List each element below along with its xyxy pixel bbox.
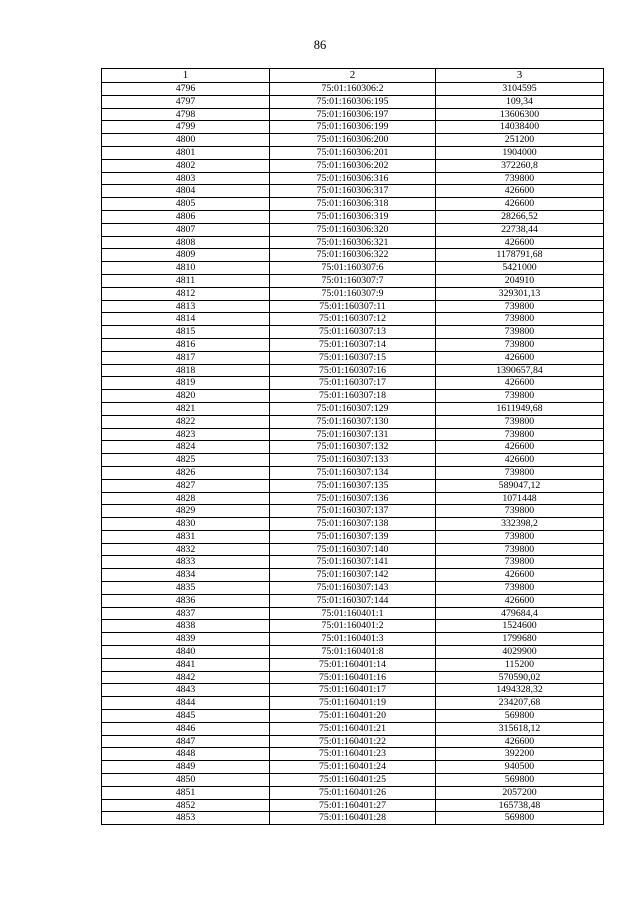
table-row [102, 671, 604, 684]
table-row [102, 236, 604, 249]
row-number-cell: 4852 [102, 799, 270, 812]
cadastral-number-cell: 75:01:160401:28 [270, 812, 436, 825]
row-number-cell: 4830 [102, 518, 270, 531]
value-cell: 426600 [436, 198, 604, 211]
cadastral-number-cell: 75:01:160307:13 [270, 326, 436, 339]
row-number-cell: 4829 [102, 505, 270, 518]
row-number-cell: 4821 [102, 402, 270, 415]
table-row [102, 479, 604, 492]
table-row [102, 441, 604, 454]
value-cell: 115200 [436, 658, 604, 671]
value-cell: 570590,02 [436, 671, 604, 684]
row-number-cell: 4844 [102, 697, 270, 710]
value-cell: 739800 [436, 582, 604, 595]
cadastral-number-cell: 75:01:160401:3 [270, 633, 436, 646]
value-cell: 426600 [436, 594, 604, 607]
value-cell: 569800 [436, 710, 604, 723]
cadastral-number-cell: 75:01:160401:8 [270, 646, 436, 659]
table-row [102, 377, 604, 390]
row-number-cell: 4802 [102, 159, 270, 172]
table-row [102, 390, 604, 403]
cadastral-number-cell: 75:01:160307:130 [270, 415, 436, 428]
cadastral-number-cell: 75:01:160306:317 [270, 185, 436, 198]
value-cell: 14038400 [436, 121, 604, 134]
row-number-cell: 4853 [102, 812, 270, 825]
table-row [102, 83, 604, 96]
row-number-cell: 4824 [102, 441, 270, 454]
value-cell: 940500 [436, 761, 604, 774]
row-number-cell: 4836 [102, 594, 270, 607]
row-number-cell: 4839 [102, 633, 270, 646]
value-cell: 426600 [436, 454, 604, 467]
cadastral-number-cell: 75:01:160307:17 [270, 377, 436, 390]
cadastral-number-cell: 75:01:160307:139 [270, 530, 436, 543]
row-number-cell: 4814 [102, 313, 270, 326]
row-number-cell: 4815 [102, 326, 270, 339]
value-cell: 372260,8 [436, 159, 604, 172]
value-cell: 332398,2 [436, 518, 604, 531]
cadastral-number-cell: 75:01:160306:200 [270, 134, 436, 147]
table-row [102, 454, 604, 467]
row-number-cell: 4848 [102, 748, 270, 761]
table-row [102, 710, 604, 723]
row-number-cell: 4840 [102, 646, 270, 659]
row-number-cell: 4846 [102, 722, 270, 735]
cadastral-number-cell: 75:01:160401:27 [270, 799, 436, 812]
table-row [102, 569, 604, 582]
cadastral-number-cell: 75:01:160306:321 [270, 236, 436, 249]
value-cell: 589047,12 [436, 479, 604, 492]
cadastral-number-cell: 75:01:160307:137 [270, 505, 436, 518]
header-row [102, 69, 604, 83]
row-number-cell: 4845 [102, 710, 270, 723]
value-cell: 739800 [436, 466, 604, 479]
row-number-cell: 4843 [102, 684, 270, 697]
row-number-cell: 4832 [102, 543, 270, 556]
row-number-cell: 4805 [102, 198, 270, 211]
table-row [102, 249, 604, 262]
value-cell: 1611949,68 [436, 402, 604, 415]
value-cell: 426600 [436, 441, 604, 454]
row-number-cell: 4806 [102, 210, 270, 223]
value-cell: 2057200 [436, 786, 604, 799]
column-header-1: 1 [102, 69, 270, 83]
row-number-cell: 4833 [102, 556, 270, 569]
row-number-cell: 4826 [102, 466, 270, 479]
cadastral-number-cell: 75:01:160307:142 [270, 569, 436, 582]
value-cell: 426600 [436, 569, 604, 582]
cadastral-number-cell: 75:01:160306:202 [270, 159, 436, 172]
cadastral-number-cell: 75:01:160307:138 [270, 518, 436, 531]
row-number-cell: 4801 [102, 146, 270, 159]
value-cell: 739800 [436, 300, 604, 313]
row-number-cell: 4798 [102, 108, 270, 121]
page-number: 86 [313, 38, 327, 52]
value-cell: 204910 [436, 274, 604, 287]
cadastral-number-cell: 75:01:160307:135 [270, 479, 436, 492]
cadastral-number-cell: 75:01:160307:11 [270, 300, 436, 313]
row-number-cell: 4820 [102, 390, 270, 403]
row-number-cell: 4803 [102, 172, 270, 185]
cadastral-number-cell: 75:01:160307:14 [270, 338, 436, 351]
cadastral-number-cell: 75:01:160306:318 [270, 198, 436, 211]
value-cell: 392200 [436, 748, 604, 761]
value-cell: 28266,52 [436, 210, 604, 223]
table-row [102, 658, 604, 671]
value-cell: 739800 [436, 415, 604, 428]
table-row [102, 338, 604, 351]
table-row [102, 262, 604, 275]
table-row [102, 620, 604, 633]
table-row [102, 543, 604, 556]
cadastral-number-cell: 75:01:160307:16 [270, 364, 436, 377]
table-row [102, 108, 604, 121]
row-number-cell: 4847 [102, 735, 270, 748]
cadastral-number-cell: 75:01:160401:16 [270, 671, 436, 684]
cadastral-number-cell: 75:01:160306:316 [270, 172, 436, 185]
value-cell: 315618,12 [436, 722, 604, 735]
table-row [102, 530, 604, 543]
cadastral-number-cell: 75:01:160401:22 [270, 735, 436, 748]
row-number-cell: 4804 [102, 185, 270, 198]
cadastral-number-cell: 75:01:160307:132 [270, 441, 436, 454]
table-row [102, 185, 604, 198]
table-body [102, 83, 604, 825]
cadastral-number-cell: 75:01:160401:26 [270, 786, 436, 799]
row-number-cell: 4816 [102, 338, 270, 351]
value-cell: 1799680 [436, 633, 604, 646]
row-number-cell: 4828 [102, 492, 270, 505]
table-row [102, 735, 604, 748]
value-cell: 739800 [436, 338, 604, 351]
table-row [102, 812, 604, 825]
cadastral-number-cell: 75:01:160307:131 [270, 428, 436, 441]
row-number-cell: 4827 [102, 479, 270, 492]
table-row [102, 134, 604, 147]
value-cell: 569800 [436, 812, 604, 825]
table-row [102, 415, 604, 428]
table-row [102, 748, 604, 761]
cadastral-number-cell: 75:01:160401:19 [270, 697, 436, 710]
row-number-cell: 4835 [102, 582, 270, 595]
table-row [102, 492, 604, 505]
table-row [102, 326, 604, 339]
table-row [102, 287, 604, 300]
table-row [102, 633, 604, 646]
row-number-cell: 4842 [102, 671, 270, 684]
table-row [102, 313, 604, 326]
cadastral-number-cell: 75:01:160401:25 [270, 774, 436, 787]
table-row [102, 428, 604, 441]
row-number-cell: 4810 [102, 262, 270, 275]
row-number-cell: 4808 [102, 236, 270, 249]
table-row [102, 159, 604, 172]
row-number-cell: 4796 [102, 83, 270, 96]
table-row [102, 722, 604, 735]
value-cell: 739800 [436, 556, 604, 569]
cadastral-number-cell: 75:01:160401:14 [270, 658, 436, 671]
cadastral-number-cell: 75:01:160307:18 [270, 390, 436, 403]
value-cell: 739800 [436, 530, 604, 543]
row-number-cell: 4822 [102, 415, 270, 428]
table-row [102, 402, 604, 415]
row-number-cell: 4813 [102, 300, 270, 313]
cadastral-number-cell: 75:01:160307:6 [270, 262, 436, 275]
cadastral-number-cell: 75:01:160307:129 [270, 402, 436, 415]
value-cell: 1390657,84 [436, 364, 604, 377]
cadastral-number-cell: 75:01:160401:2 [270, 620, 436, 633]
table-row [102, 697, 604, 710]
value-cell: 1904000 [436, 146, 604, 159]
cadastral-number-cell: 75:01:160306:195 [270, 95, 436, 108]
cadastral-number-cell: 75:01:160306:197 [270, 108, 436, 121]
table-row [102, 466, 604, 479]
table-row [102, 518, 604, 531]
data-table [101, 68, 604, 825]
value-cell: 426600 [436, 735, 604, 748]
table-row [102, 300, 604, 313]
cadastral-number-cell: 75:01:160307:12 [270, 313, 436, 326]
value-cell: 1494328,32 [436, 684, 604, 697]
value-cell: 251200 [436, 134, 604, 147]
cadastral-number-cell: 75:01:160307:134 [270, 466, 436, 479]
value-cell: 22738,44 [436, 223, 604, 236]
cadastral-number-cell: 75:01:160401:17 [270, 684, 436, 697]
row-number-cell: 4812 [102, 287, 270, 300]
cadastral-number-cell: 75:01:160401:20 [270, 710, 436, 723]
cadastral-number-cell: 75:01:160306:2 [270, 83, 436, 96]
cadastral-number-cell: 75:01:160306:322 [270, 249, 436, 262]
row-number-cell: 4799 [102, 121, 270, 134]
table-row [102, 198, 604, 211]
table-header [102, 69, 604, 83]
table-row [102, 786, 604, 799]
value-cell: 5421000 [436, 262, 604, 275]
row-number-cell: 4849 [102, 761, 270, 774]
table-row [102, 351, 604, 364]
table-row [102, 121, 604, 134]
row-number-cell: 4823 [102, 428, 270, 441]
table-row [102, 582, 604, 595]
table-row [102, 684, 604, 697]
table-row [102, 774, 604, 787]
cadastral-number-cell: 75:01:160306:199 [270, 121, 436, 134]
row-number-cell: 4841 [102, 658, 270, 671]
row-number-cell: 4851 [102, 786, 270, 799]
table-row [102, 607, 604, 620]
cadastral-number-cell: 75:01:160307:15 [270, 351, 436, 364]
value-cell: 739800 [436, 326, 604, 339]
row-number-cell: 4819 [102, 377, 270, 390]
table-row [102, 799, 604, 812]
row-number-cell: 4811 [102, 274, 270, 287]
table-row [102, 594, 604, 607]
value-cell: 3104595 [436, 83, 604, 96]
value-cell: 329301,13 [436, 287, 604, 300]
value-cell: 739800 [436, 505, 604, 518]
cadastral-number-cell: 75:01:160307:140 [270, 543, 436, 556]
cadastral-number-cell: 75:01:160307:9 [270, 287, 436, 300]
row-number-cell: 4837 [102, 607, 270, 620]
cadastral-number-cell: 75:01:160307:136 [270, 492, 436, 505]
table-row [102, 761, 604, 774]
cadastral-number-cell: 75:01:160307:7 [270, 274, 436, 287]
value-cell: 426600 [436, 236, 604, 249]
table-row [102, 556, 604, 569]
table-row [102, 364, 604, 377]
cadastral-number-cell: 75:01:160401:1 [270, 607, 436, 620]
row-number-cell: 4850 [102, 774, 270, 787]
table-row [102, 95, 604, 108]
table-row [102, 146, 604, 159]
value-cell: 109,34 [436, 95, 604, 108]
value-cell: 426600 [436, 351, 604, 364]
row-number-cell: 4838 [102, 620, 270, 633]
table-row [102, 210, 604, 223]
row-number-cell: 4807 [102, 223, 270, 236]
value-cell: 165738,48 [436, 799, 604, 812]
cadastral-number-cell: 75:01:160401:24 [270, 761, 436, 774]
column-header-3: 3 [436, 69, 604, 83]
row-number-cell: 4825 [102, 454, 270, 467]
value-cell: 739800 [436, 390, 604, 403]
cadastral-number-cell: 75:01:160306:201 [270, 146, 436, 159]
value-cell: 426600 [436, 185, 604, 198]
table-row [102, 505, 604, 518]
row-number-cell: 4800 [102, 134, 270, 147]
value-cell: 4029900 [436, 646, 604, 659]
value-cell: 1524600 [436, 620, 604, 633]
row-number-cell: 4797 [102, 95, 270, 108]
column-header-2: 2 [270, 69, 436, 83]
table-row [102, 274, 604, 287]
value-cell: 479684,4 [436, 607, 604, 620]
table-row [102, 646, 604, 659]
cadastral-number-cell: 75:01:160307:143 [270, 582, 436, 595]
row-number-cell: 4818 [102, 364, 270, 377]
cadastral-number-cell: 75:01:160401:23 [270, 748, 436, 761]
cadastral-number-cell: 75:01:160307:144 [270, 594, 436, 607]
value-cell: 739800 [436, 543, 604, 556]
row-number-cell: 4834 [102, 569, 270, 582]
table-row [102, 223, 604, 236]
cadastral-number-cell: 75:01:160307:141 [270, 556, 436, 569]
row-number-cell: 4809 [102, 249, 270, 262]
table-row [102, 172, 604, 185]
row-number-cell: 4831 [102, 530, 270, 543]
cadastral-number-cell: 75:01:160306:319 [270, 210, 436, 223]
value-cell: 13606300 [436, 108, 604, 121]
value-cell: 234207,68 [436, 697, 604, 710]
value-cell: 426600 [436, 377, 604, 390]
value-cell: 1071448 [436, 492, 604, 505]
value-cell: 739800 [436, 428, 604, 441]
value-cell: 569800 [436, 774, 604, 787]
value-cell: 739800 [436, 313, 604, 326]
cadastral-number-cell: 75:01:160306:320 [270, 223, 436, 236]
cadastral-number-cell: 75:01:160401:21 [270, 722, 436, 735]
value-cell: 739800 [436, 172, 604, 185]
value-cell: 1178791,68 [436, 249, 604, 262]
row-number-cell: 4817 [102, 351, 270, 364]
cadastral-number-cell: 75:01:160307:133 [270, 454, 436, 467]
